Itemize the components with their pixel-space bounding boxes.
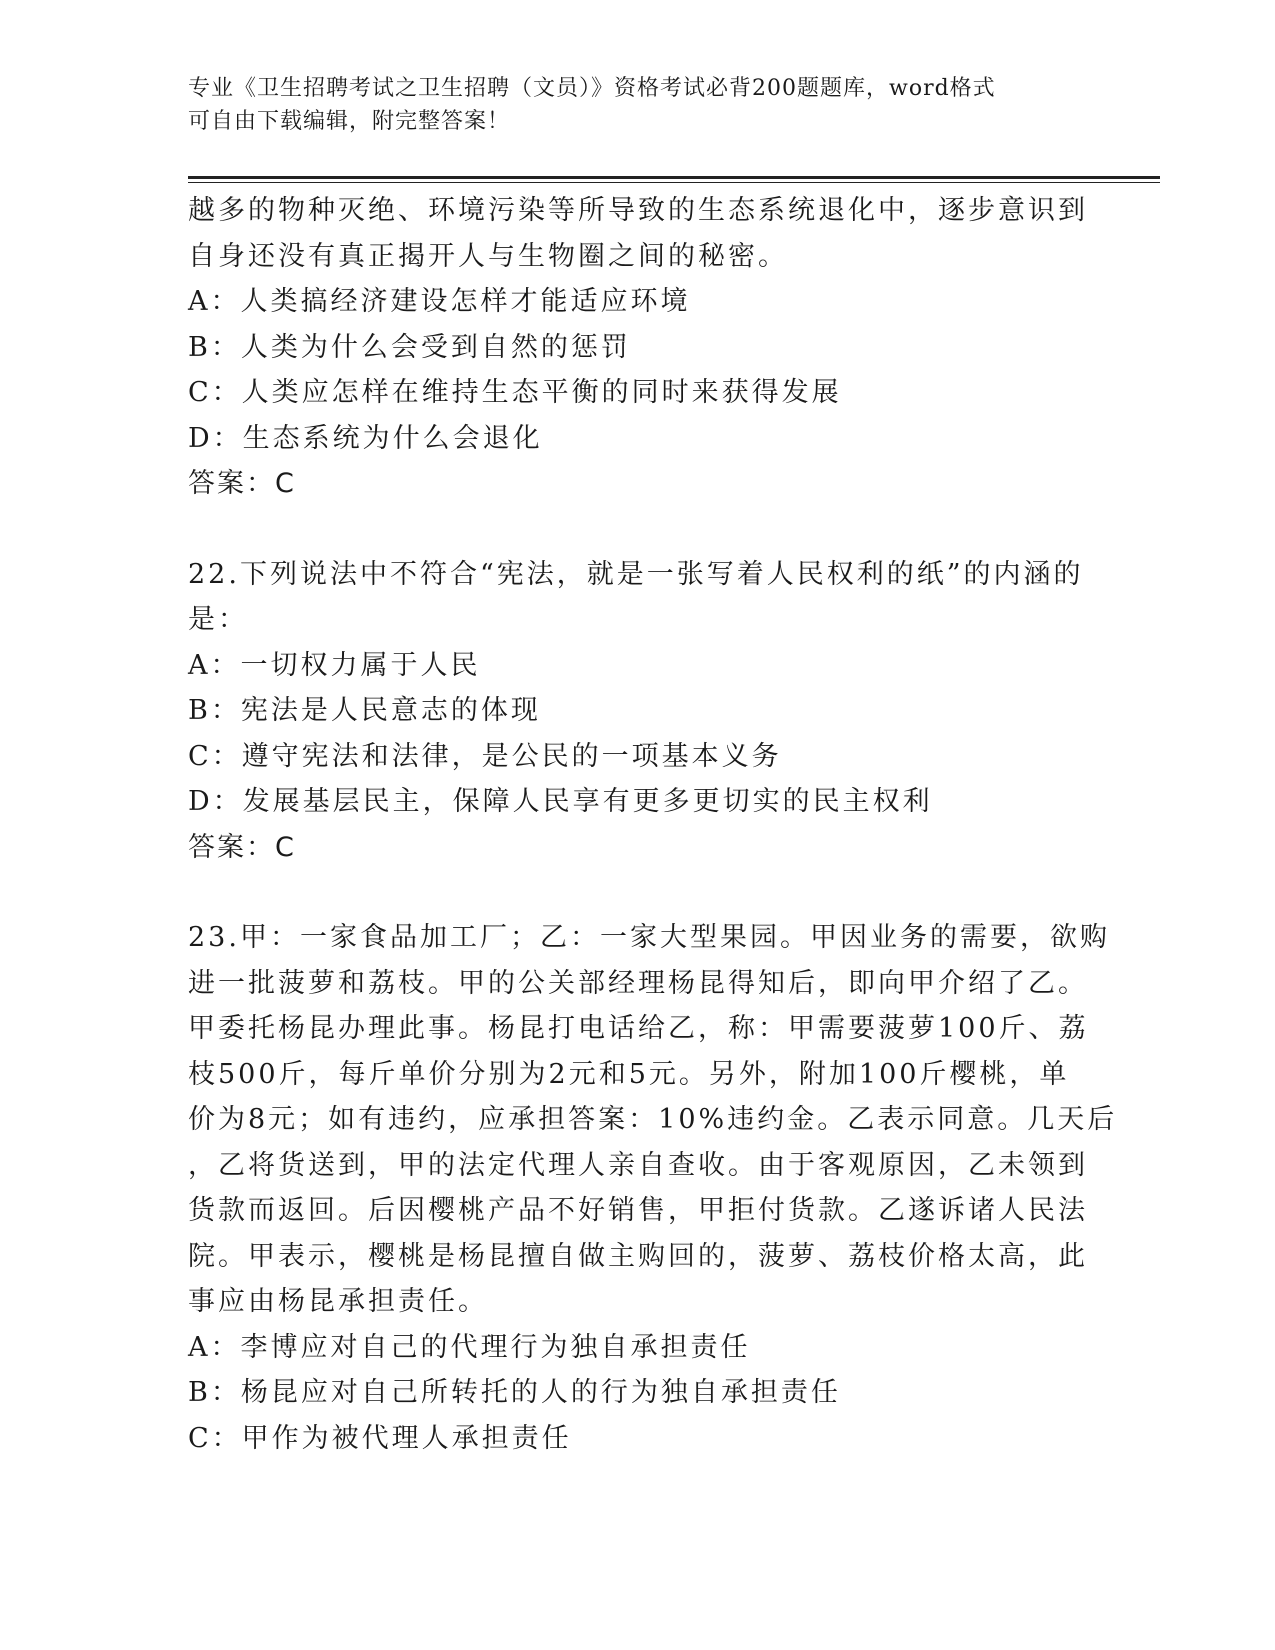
option-c: C：甲作为被代理人承担责任 xyxy=(188,1422,572,1454)
header-line-2: 可自由下载编辑，附完整答案！ xyxy=(188,109,511,134)
question-spacer xyxy=(188,507,1088,552)
option-d: D：发展基层民主，保障人民享有更多更切实的民主权利 xyxy=(188,786,933,817)
page-content xyxy=(188,188,1118,1461)
question-stem-line: 22.下列说法中不符合“宪法，就是一张写着人民权利的纸”的内涵的 xyxy=(188,558,1084,590)
question-stem-line: 事应由杨昆承担责任。 xyxy=(188,1286,488,1317)
question-22 xyxy=(188,552,1088,871)
question-stem-line: 枝500斤，每斤单价分别为2元和5元。另外，附加100斤樱桃，单 xyxy=(188,1058,1070,1090)
question-stem-line: 价为8元；如有违约，应承担答案：10%违约金。乙表示同意。几天后 xyxy=(188,1104,1118,1135)
header-line-1: 专业《卫生招聘考试之卫生招聘（文员）》资格考试必背200题题库，word格式 xyxy=(188,76,996,101)
option-c: C：遵守宪法和法律，是公民的一项基本义务 xyxy=(188,740,782,772)
document-header xyxy=(188,72,1068,138)
option-b: B：杨昆应对自己所转托的人的行为独自承担责任 xyxy=(188,1377,841,1408)
question-stem-line: 进一批菠萝和荔枝。甲的公关部经理杨昆得知后，即向甲介绍了乙。 xyxy=(188,967,1088,999)
option-d: D：生态系统为什么会退化 xyxy=(188,422,543,454)
question-stem-line: 自身还没有真正揭开人与生物圈之间的秘密。 xyxy=(188,240,788,272)
question-21 xyxy=(188,188,1088,507)
option-c: C：人类应怎样在维持生态平衡的同时来获得发展 xyxy=(188,377,842,408)
answer: 答案：C xyxy=(188,831,296,863)
option-b: B：宪法是人民意志的体现 xyxy=(188,695,541,726)
question-stem-line: 是： xyxy=(188,604,248,635)
option-a: A：人类搞经济建设怎样才能适应环境 xyxy=(188,286,691,317)
question-23 xyxy=(188,915,1118,1461)
option-a: A：一切权力属于人民 xyxy=(188,649,481,681)
question-stem-line: 甲委托杨昆办理此事。杨昆打电话给乙，称：甲需要菠萝100斤、荔 xyxy=(188,1013,1089,1044)
option-a: A：李博应对自己的代理行为独自承担责任 xyxy=(188,1331,751,1363)
question-stem-line: 越多的物种灭绝、环境污染等所导致的生态系统退化中，逐步意识到 xyxy=(188,195,1088,226)
question-stem-line: 货款而返回。后因樱桃产品不好销售，甲拒付货款。乙遂诉诸人民法 xyxy=(188,1195,1088,1226)
option-b: B：人类为什么会受到自然的惩罚 xyxy=(188,331,631,363)
answer: 答案：C xyxy=(188,468,296,499)
header-divider-thick xyxy=(188,176,1160,179)
question-stem-line: 院。甲表示，樱桃是杨昆擅自做主购回的，菠萝、荔枝价格太高，此 xyxy=(188,1240,1088,1272)
question-stem-line: ，乙将货送到，甲的法定代理人亲自查收。由于客观原因，乙未领到 xyxy=(188,1149,1088,1181)
header-divider-thin xyxy=(188,182,1160,183)
question-stem-line: 23.甲：一家食品加工厂；乙：一家大型果园。甲因业务的需要，欲购 xyxy=(188,922,1110,953)
question-spacer xyxy=(188,870,1088,915)
